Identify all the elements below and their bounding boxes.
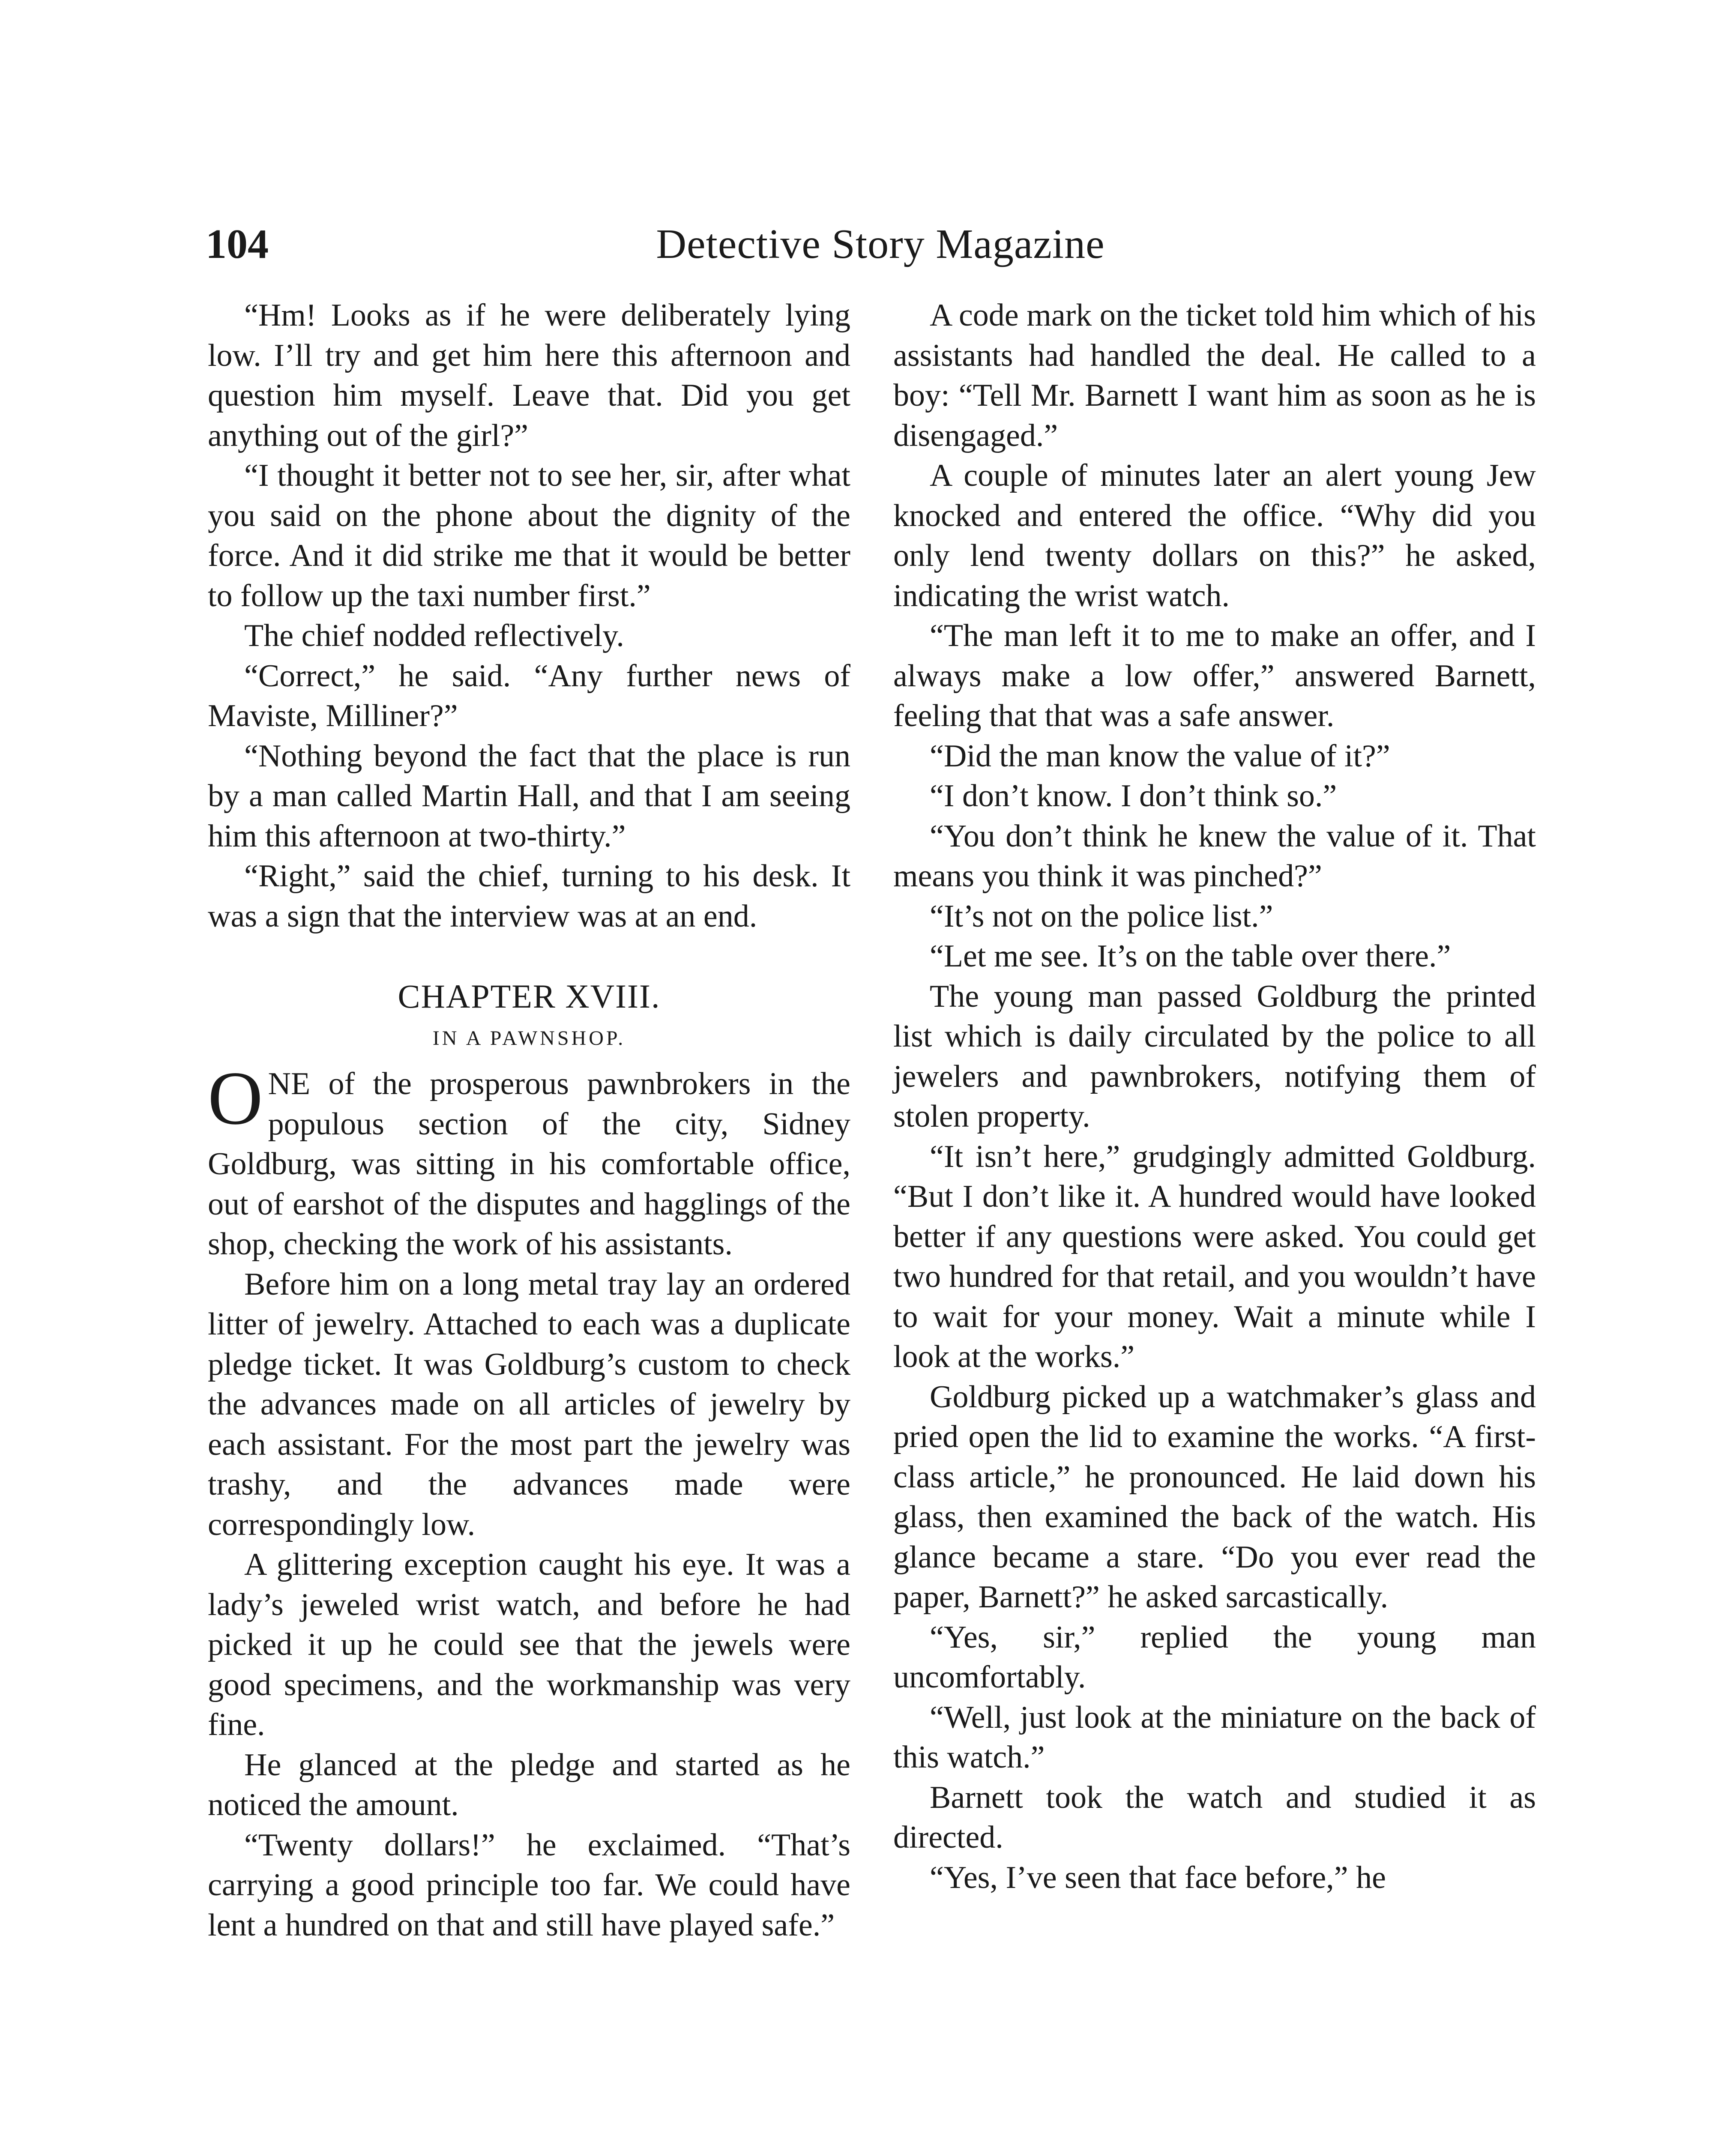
paragraph: “Yes, sir,” replied the young man uncomfortably. <box>893 1619 1536 1695</box>
chapter-heading: CHAPTER XVIII. <box>398 978 661 1015</box>
paragraph: “You don’t think he knew the value of it. That means you think it was pinched?” <box>893 818 1536 894</box>
paragraph: “Right,” said the chief, turning to his desk. It was a sign that the interview was at an end. <box>208 859 850 934</box>
opening-paragraph-text: of the prosperous pawnbrokers in the populous section of the city, Sidney Goldburg, was sitting in his comfortable office, out of earshot of the disputes and hagglings of the shop, checking the work of his assistants. <box>208 1066 850 1262</box>
paragraph: “It isn’t here,” grudgingly admitted Goldburg. “But I don’t like it. A hundred would have looked better if any questions were asked. You could get two hundred for that retail, and you wouldn’t have to wait for your money. Wait a minute while I look at the works.” <box>893 1139 1536 1374</box>
paragraph: He glanced at the pledge and started as he noticed the amount. <box>208 1747 850 1822</box>
paragraph: Before him on a long metal tray lay an ordered litter of jewelry. Attached to each was a duplicate pledge ticket. It was Goldburg’s custom to check the advances made on all articles of jewelry by each assistant. For the most part the jewelry was trashy, and the advances made were correspondingly low. <box>208 1266 850 1542</box>
paragraph: “Twenty dollars!” he exclaimed. “That’s carrying a good principle too far. We could have lent a hundred on that and still have played safe.” <box>208 1827 850 1943</box>
paragraph: “Did the man know the value of it?” <box>930 738 1390 774</box>
paragraph: A couple of minutes later an alert young Jew knocked and entered the office. “Why did you only lend twenty dollars on this?” he asked, indicating the wrist watch. <box>893 458 1536 613</box>
right-column <box>893 296 1536 1898</box>
paragraph: A glittering exception caught his eye. It was a lady’s jeweled wrist watch, and before he had picked it up he could see that the jewels were good specimens, and the workmanship was very fine. <box>208 1547 850 1742</box>
paragraph: “Correct,” he said. “Any further news of Maviste, Milliner?” <box>208 658 850 733</box>
page-header <box>206 214 1555 274</box>
paragraph: “Nothing beyond the fact that the place is run by a man called Martin Hall, and that I am seeing him this afternoon at two-thirty.” <box>208 738 850 854</box>
paragraph: The young man passed Goldburg the printed list which is daily circulated by the police to all jewelers and pawnbrokers, notifying them of stolen property. <box>893 978 1536 1134</box>
paragraph: “It’s not on the police list.” <box>930 898 1273 934</box>
drop-cap-continuation: NE <box>268 1066 311 1101</box>
opening-paragraph <box>208 1056 850 1265</box>
paragraph: “Well, just look at the miniature on the back of this watch.” <box>893 1699 1536 1775</box>
paragraph: “I thought it better not to see her, sir, after what you said on the phone about the dignity of the force. And it did strike me that it would be better to follow up the taxi number first.” <box>208 458 850 613</box>
paragraph: Goldburg picked up a watchmaker’s glass and pried open the lid to examine the works. “A first-class article,” he pronounced. He laid down his glass, then examined the back of the watch. His glance became a stare. “Do you ever read the paper, Barnett?” he asked sarcastically. <box>893 1379 1536 1615</box>
chapter-subheading: IN A PAWNSHOP. <box>432 1027 626 1050</box>
page-number: 104 <box>206 221 269 267</box>
paragraph: “Hm! Looks as if he were deliberately lying low. I’ll try and get him here this afternoon and question him myself. Leave that. Did you get anything out of the girl?” <box>208 298 850 453</box>
running-title: Detective Story Magazine <box>656 221 1105 267</box>
paragraph: The chief nodded reflectively. <box>244 618 624 653</box>
paragraph: “The man left it to me to make an offer, and I always make a low offer,” answered Barnett, feeling that that was a safe answer. <box>893 618 1536 733</box>
drop-cap: O <box>208 1056 263 1140</box>
paragraph: A code mark on the ticket told him which of his assistants had handled the deal. He called to a boy: “Tell Mr. Barnett I want him as soon as he is disengaged.” <box>893 298 1536 453</box>
left-column <box>208 296 850 1945</box>
paragraph: Barnett took the watch and studied it as directed. <box>893 1780 1536 1855</box>
paragraph: “I don’t know. I don’t think so.” <box>930 778 1337 814</box>
paragraph: “Yes, I’ve seen that face before,” he <box>930 1860 1386 1895</box>
paragraph: “Let me see. It’s on the table over there.” <box>930 939 1451 974</box>
